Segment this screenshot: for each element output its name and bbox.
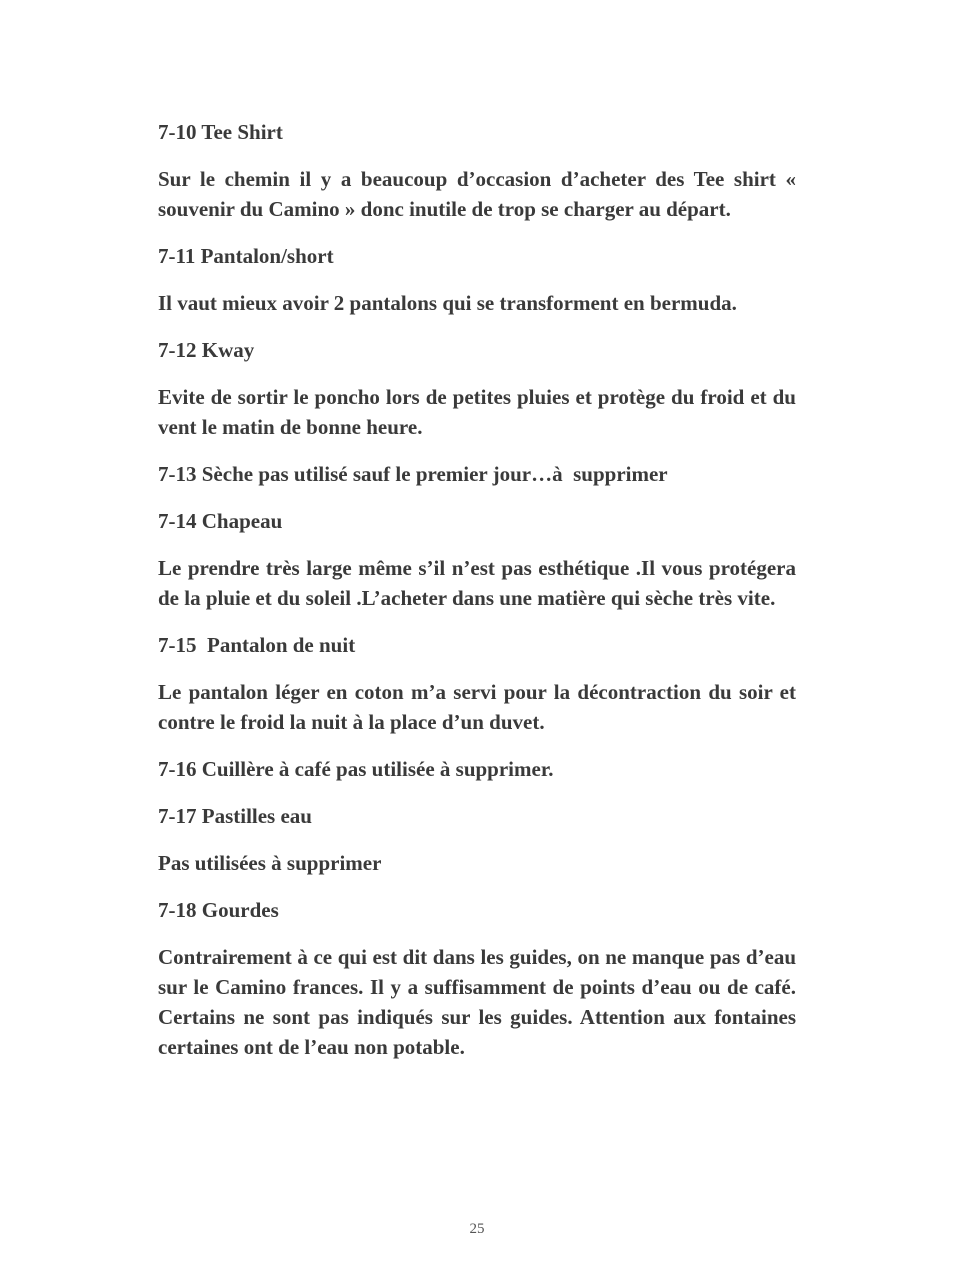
page-number: 25 — [469, 1221, 485, 1237]
section-body-7-14: Le prendre très large même s’il n’est pas esthétique .Il vous protégera de la pluie et du soleil .L’acheter dans une matière qui sèche très vite. — [158, 556, 796, 610]
section-heading-7-13: 7-13 Sèche pas utilisé sauf le premier jour…à supprimer — [158, 462, 668, 486]
section-body-7-11: Il vaut mieux avoir 2 pantalons qui se transforment en bermuda. — [158, 291, 737, 315]
section-body-7-12: Evite de sortir le poncho lors de petites pluies et protège du froid et du vent le matin de bonne heure. — [158, 385, 796, 439]
document-page — [158, 117, 796, 1079]
section-heading-7-17: 7-17 Pastilles eau — [158, 804, 312, 828]
section-heading-7-10: 7-10 Tee Shirt — [158, 120, 283, 144]
section-body-7-17: Pas utilisées à supprimer — [158, 851, 382, 875]
section-heading-7-12: 7-12 Kway — [158, 338, 255, 362]
section-heading-7-11: 7-11 Pantalon/short — [158, 244, 334, 268]
section-body-7-15: Le pantalon léger en coton m’a servi pour la décontraction du soir et contre le froid la nuit à la place d’un duvet. — [158, 680, 796, 734]
section-body-7-10: Sur le chemin il y a beaucoup d’occasion d’acheter des Tee shirt « souvenir du Camino » donc inutile de trop se charger au départ. — [158, 167, 796, 221]
section-body-7-18: Contrairement à ce qui est dit dans les guides, on ne manque pas d’eau sur le Camino frances. Il y a suffisamment de points d’eau ou de café. Certains ne sont pas indiqués sur les guides. Attention aux fontaines certaines ont de l’eau non potable. — [158, 945, 796, 1059]
section-heading-7-15: 7-15 Pantalon de nuit — [158, 633, 356, 657]
section-heading-7-16: 7-16 Cuillère à café pas utilisée à supprimer. — [158, 757, 554, 781]
section-heading-7-18: 7-18 Gourdes — [158, 898, 279, 922]
section-heading-7-14: 7-14 Chapeau — [158, 509, 283, 533]
